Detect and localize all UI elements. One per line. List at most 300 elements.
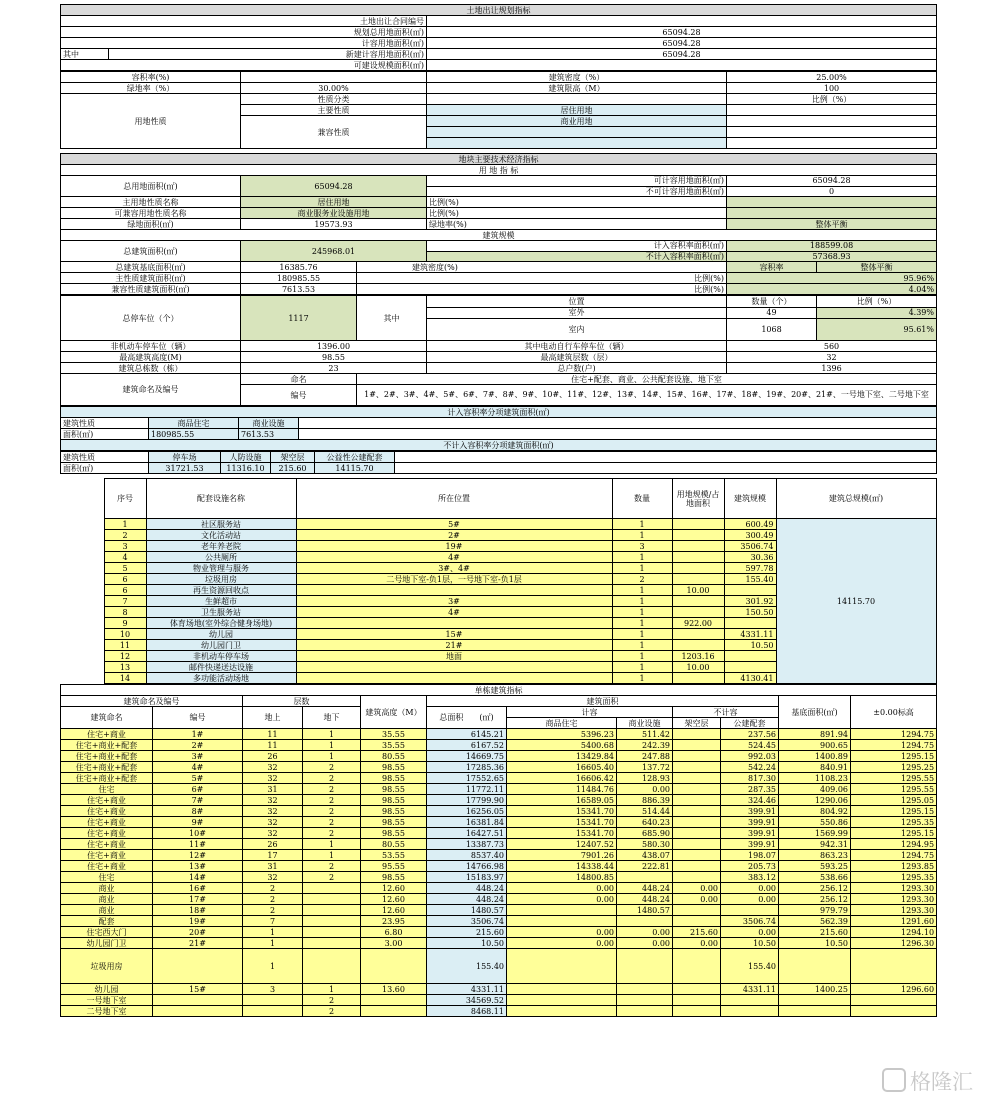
building-cell: 514.44: [617, 806, 673, 817]
facility-no: 5: [104, 563, 146, 574]
building-cell: 16256.05: [427, 806, 507, 817]
building-cell: 12.60: [361, 905, 427, 916]
far-type-label: 建筑性质: [61, 418, 149, 429]
building-cell: 550.86: [779, 817, 851, 828]
building-cell: 137.72: [617, 762, 673, 773]
building-cell: 222.81: [617, 861, 673, 872]
building-row: [61, 740, 937, 751]
facility-scale: [724, 662, 776, 673]
watermark-logo-icon: [882, 1068, 906, 1092]
building-cell: 1294.75: [851, 850, 937, 861]
sub-area-value: 7613.53: [241, 284, 357, 295]
parking-table: [60, 295, 937, 406]
code-label: 编号: [241, 385, 357, 406]
building-cell: 98.55: [361, 828, 427, 839]
building-cell: 438.07: [617, 850, 673, 861]
building-cell: [507, 916, 617, 927]
building-cell: 992.03: [721, 751, 779, 762]
building-row: [61, 1006, 937, 1017]
building-cell: 538.66: [779, 872, 851, 883]
outdoor-count: 49: [727, 307, 817, 319]
building-cell: 448.24: [617, 883, 673, 894]
facility-no: 12: [104, 651, 146, 662]
facility-no: 4: [104, 552, 146, 563]
facility-loc: [296, 618, 612, 629]
building-cell: 16427.51: [427, 828, 507, 839]
facility-qty: 1: [612, 596, 672, 607]
building-cell: 14766.98: [427, 861, 507, 872]
building-cell: 住宅+商业: [61, 861, 153, 872]
h-noncalc: 不计容: [673, 707, 779, 718]
h-height: 建筑高度（M）: [361, 696, 427, 729]
build-subtitle: 建筑规模: [61, 230, 937, 241]
building-cell: 住宅西大门: [61, 927, 153, 938]
nonfar-type-3: 架空层: [271, 452, 315, 463]
facility-name: 卫生服务站: [146, 607, 296, 618]
building-cell: 32: [243, 828, 303, 839]
main-use-ratio: 比例(%): [427, 197, 727, 208]
building-cell: 32: [243, 806, 303, 817]
building-cell: 13387.73: [427, 839, 507, 850]
building-row: [61, 773, 937, 784]
facility-loc: 4#: [296, 552, 612, 563]
code-value: 1#、2#、3#、4#、5#、6#、7#、8#、9#、10#、11#、12#、13#、14#、15#、16#、17#、18#、19#、20#、21#、一号地下室、二号地下室: [357, 385, 937, 406]
building-cell: [361, 995, 427, 1006]
plan-total-label: 规划总用地面积(㎡): [61, 27, 427, 38]
building-cell: 804.92: [779, 806, 851, 817]
building-cell: [673, 729, 721, 740]
facility-qty: 1: [612, 618, 672, 629]
building-cell: 住宅+商业: [61, 850, 153, 861]
building-cell: 8#: [153, 806, 243, 817]
building-cell: 247.88: [617, 751, 673, 762]
building-cell: 511.42: [617, 729, 673, 740]
facility-land: [672, 640, 724, 651]
nonfar-split-table: [60, 451, 937, 474]
nonfar-area-label: 不计入容积率面积(㎡): [427, 252, 726, 261]
building-cell: [673, 905, 721, 916]
building-cell: 8468.11: [427, 1006, 507, 1017]
building-cell: 1569.99: [779, 828, 851, 839]
hh-label: 总户数(户): [427, 363, 727, 374]
sub-use-value: 商业服务业设施用地: [241, 208, 427, 219]
building-cell: 1293.30: [851, 894, 937, 905]
building-cell: 0.00: [507, 938, 617, 949]
h-code: 编号: [153, 707, 243, 729]
building-cell: 1295.35: [851, 872, 937, 883]
facility-loc: 3#: [296, 596, 612, 607]
landuse-label: 用地性质: [61, 94, 241, 149]
calc-value: 65094.28: [427, 38, 937, 49]
building-cell: [673, 817, 721, 828]
facility-row: [60, 519, 936, 530]
building-cell: 1295.05: [851, 795, 937, 806]
facility-qty: 1: [612, 640, 672, 651]
facility-land: 1203.16: [672, 651, 724, 662]
noncalc-land-label: 不可计容用地面积(㎡): [645, 187, 724, 196]
parking-label: 总停车位（个）: [61, 296, 241, 341]
building-cell: 3.00: [361, 938, 427, 949]
building-cell: 10.50: [721, 938, 779, 949]
building-cell: [673, 806, 721, 817]
building-cell: 98.55: [361, 773, 427, 784]
buildable-label: 可建设规模面积(㎡): [61, 60, 427, 71]
green-rate-label: 绿地率(%): [427, 219, 727, 230]
building-cell: 17#: [153, 894, 243, 905]
building-cell: 6#: [153, 784, 243, 795]
building-cell: 2: [303, 995, 361, 1006]
building-cell: 1295.15: [851, 806, 937, 817]
facility-scale: 597.78: [724, 563, 776, 574]
facility-land: 10.00: [672, 585, 724, 596]
building-cell: 2: [303, 872, 361, 883]
building-cell: 886.39: [617, 795, 673, 806]
green-rate-value: 整体平衡: [727, 219, 937, 230]
building-cell: 900.65: [779, 740, 851, 751]
building-cell: 0.00: [721, 894, 779, 905]
fac-h-scale: 建筑规模: [724, 479, 776, 519]
building-cell: 9#: [153, 817, 243, 828]
building-cell: 383.12: [721, 872, 779, 883]
building-row: [61, 984, 937, 995]
maxf-value: 32: [727, 352, 937, 363]
sub-ratio-value: 4.04%: [727, 284, 937, 295]
nonmotor-label: 非机动车停车位（辆）: [61, 341, 241, 352]
nonmotor-value: 1396.00: [241, 341, 427, 352]
facility-no: 8: [104, 607, 146, 618]
building-cell: [673, 872, 721, 883]
facility-land: [672, 530, 724, 541]
contract-label: 土地出让合同编号: [61, 16, 427, 27]
facility-land: [672, 673, 724, 684]
building-cell: 215.60: [779, 927, 851, 938]
building-cell: 1: [303, 984, 361, 995]
name-label: 命名: [241, 374, 357, 385]
building-cell: 商业: [61, 883, 153, 894]
watermark: [882, 1064, 992, 1094]
facility-no: 10: [104, 629, 146, 640]
facility-qty: 1: [612, 673, 672, 684]
facility-loc: [296, 673, 612, 684]
building-cell: 0.00: [617, 927, 673, 938]
building-cell: 17: [243, 850, 303, 861]
building-cell: 1400.25: [779, 984, 851, 995]
nonfar-split-title: 不计入容积率分项建筑面积(㎡): [61, 440, 937, 451]
building-cell: 1290.06: [779, 795, 851, 806]
building-row: [61, 751, 937, 762]
building-cell: 863.23: [779, 850, 851, 861]
building-cell: 13429.84: [507, 751, 617, 762]
facilities-table: [60, 478, 937, 684]
building-cell: 128.93: [617, 773, 673, 784]
building-cell: 2: [243, 905, 303, 916]
land-grant-table-2: [60, 71, 937, 149]
building-cell: 0.00: [721, 927, 779, 938]
building-cell: 住宅+商业+配套: [61, 762, 153, 773]
fac-h-no: 序号: [104, 479, 146, 519]
building-cell: 10.50: [427, 938, 507, 949]
building-cell: 580.30: [617, 839, 673, 850]
building-cell: 1294.75: [851, 729, 937, 740]
facility-scale: 150.50: [724, 607, 776, 618]
building-cell: 2: [303, 817, 361, 828]
building-cell: 3506.74: [721, 916, 779, 927]
nonfar-type-4: 公益性公建配套: [315, 452, 395, 463]
nonfar-area-2: 11316.10: [221, 463, 271, 474]
building-cell: 1: [303, 729, 361, 740]
facility-name: 再生资源回收点: [146, 585, 296, 596]
building-cell: 0.00: [673, 883, 721, 894]
building-cell: 3506.74: [427, 916, 507, 927]
far-value: 整体平衡: [817, 262, 937, 273]
building-cell: 237.56: [721, 729, 779, 740]
building-cell: 26: [243, 839, 303, 850]
facility-qty: 2: [612, 574, 672, 585]
facility-land: [672, 563, 724, 574]
building-cell: [851, 1006, 937, 1017]
building-cell: [721, 905, 779, 916]
building-row: [61, 828, 937, 839]
building-cell: [617, 1006, 673, 1017]
building-cell: 7901.26: [507, 850, 617, 861]
building-row: [61, 839, 937, 850]
building-cell: 942.31: [779, 839, 851, 850]
far-split-table: [60, 406, 937, 451]
green-label: 绿地率（%）: [61, 83, 241, 94]
facility-no: 2: [104, 530, 146, 541]
building-cell: 3: [243, 984, 303, 995]
facility-total: 14115.70: [776, 519, 936, 684]
building-cell: [617, 949, 673, 984]
building-cell: 15341.70: [507, 817, 617, 828]
building-cell: 20#: [153, 927, 243, 938]
pos-label: 位置: [427, 296, 727, 308]
building-cell: 2: [303, 806, 361, 817]
building-cell: [303, 949, 361, 984]
building-cell: 2: [303, 795, 361, 806]
building-cell: 17799.90: [427, 795, 507, 806]
building-cell: 1296.30: [851, 938, 937, 949]
building-cell: 215.60: [427, 927, 507, 938]
facility-scale: 30.36: [724, 552, 776, 563]
building-cell: [361, 1006, 427, 1017]
nonfar-area-value: 57368.93: [812, 252, 851, 261]
building-cell: [673, 861, 721, 872]
building-cell: 98.55: [361, 872, 427, 883]
building-row: [61, 894, 937, 905]
building-cell: 256.12: [779, 894, 851, 905]
building-cell: 15341.70: [507, 806, 617, 817]
building-cell: [673, 773, 721, 784]
h-name: 建筑命名: [61, 707, 153, 729]
building-cell: 12#: [153, 850, 243, 861]
building-cell: 2#: [153, 740, 243, 751]
nonfar-type-label: 建筑性质: [61, 452, 149, 463]
facility-no: 3: [104, 541, 146, 552]
maxh-label: 最高建筑高度(M): [61, 352, 241, 363]
building-cell: 商业: [61, 905, 153, 916]
new-calc-label: 新建计容用地面积(㎡): [109, 49, 427, 60]
far-label: 容积率: [727, 262, 817, 273]
h-res: 商品住宅: [507, 718, 617, 729]
facility-scale: 600.49: [724, 519, 776, 530]
building-cell: 住宅+商业+配套: [61, 740, 153, 751]
building-row: [61, 938, 937, 949]
building-cell: 2: [303, 861, 361, 872]
building-cell: [673, 1006, 721, 1017]
building-cell: 23.95: [361, 916, 427, 927]
building-cell: [673, 795, 721, 806]
building-cell: 2: [243, 894, 303, 905]
building-cell: [507, 905, 617, 916]
building-cell: 98.55: [361, 806, 427, 817]
building-cell: [303, 883, 361, 894]
building-cell: 16606.42: [507, 773, 617, 784]
building-cell: [507, 984, 617, 995]
building-row: [61, 916, 937, 927]
building-cell: [507, 949, 617, 984]
building-cell: [243, 1006, 303, 1017]
ratio2-label: 比例（%）: [817, 296, 937, 308]
building-cell: 399.91: [721, 839, 779, 850]
building-cell: 10#: [153, 828, 243, 839]
main-nature: 主要性质: [241, 105, 427, 116]
sub-ratio-label: 比例(%): [357, 284, 727, 295]
density-value: 25.00%: [727, 72, 937, 83]
fac-h-name: 配套设施名称: [146, 479, 296, 519]
building-cell: [617, 984, 673, 995]
facility-no: 14: [104, 673, 146, 684]
far-split-title: 计入容积率分项建筑面积(㎡): [61, 407, 937, 418]
building-cell: 32: [243, 872, 303, 883]
building-cell: 448.24: [617, 894, 673, 905]
building-cell: 住宅+商业: [61, 828, 153, 839]
h-base: 基底面积(㎡): [779, 696, 851, 729]
building-cell: 10.50: [779, 938, 851, 949]
facility-loc: 21#: [296, 640, 612, 651]
building-cell: 6167.52: [427, 740, 507, 751]
facility-no: 9: [104, 618, 146, 629]
main-ratio-label: 比例(%): [357, 273, 727, 284]
facility-land: [672, 607, 724, 618]
total-land-value: 65094.28: [241, 176, 427, 197]
building-cell: [673, 916, 721, 927]
building-cell: 34569.52: [427, 995, 507, 1006]
sub-area-label: 兼容性质建筑面积(㎡): [61, 284, 241, 295]
calc-land-label: 可计容用地面积(㎡): [427, 176, 726, 187]
nonfar-area-3: 215.60: [271, 463, 315, 474]
building-cell: 1294.95: [851, 839, 937, 850]
building-cell: [303, 938, 361, 949]
maxh-value: 98.55: [241, 352, 427, 363]
building-cell: 53.55: [361, 850, 427, 861]
facility-land: [672, 596, 724, 607]
building-cell: 16589.05: [507, 795, 617, 806]
building-cell: 12.60: [361, 883, 427, 894]
building-cell: 0.00: [673, 894, 721, 905]
facility-qty: 1: [612, 563, 672, 574]
building-cell: 住宅+商业+配套: [61, 751, 153, 762]
facility-loc: 5#: [296, 519, 612, 530]
facility-scale: 4130.41: [724, 673, 776, 684]
facility-scale: 10.50: [724, 640, 776, 651]
building-cell: 817.30: [721, 773, 779, 784]
building-row: [61, 905, 937, 916]
building-cell: 399.91: [721, 817, 779, 828]
building-cell: [507, 995, 617, 1006]
facility-qty: 1: [612, 519, 672, 530]
building-cell: 0.00: [617, 938, 673, 949]
building-cell: 542.24: [721, 762, 779, 773]
building-cell: 685.90: [617, 828, 673, 839]
h-area: 建筑面积: [427, 696, 779, 707]
ratio-label: 比例（%）: [727, 94, 937, 105]
building-cell: [779, 1006, 851, 1017]
building-cell: 32: [243, 795, 303, 806]
building-cell: 448.24: [427, 894, 507, 905]
h-above: 地上: [243, 707, 303, 729]
nature-class: 性质分类: [241, 94, 427, 105]
building-cell: 1293.30: [851, 905, 937, 916]
facility-scale: [724, 585, 776, 596]
building-cell: [673, 740, 721, 751]
building-cell: 32: [243, 773, 303, 784]
facility-loc: 3#、4#: [296, 563, 612, 574]
building-cell: 1295.15: [851, 751, 937, 762]
facility-land: 10.00: [672, 662, 724, 673]
building-cell: [507, 1006, 617, 1017]
land-grant-table: [60, 4, 937, 71]
indoor-count: 1068: [727, 319, 817, 341]
facility-loc: 2#: [296, 530, 612, 541]
far-type-2: 商业设施: [239, 418, 299, 429]
building-cell: 98.55: [361, 784, 427, 795]
nonfar-area-label: 面积(㎡): [61, 463, 149, 474]
count-label: 数量（个）: [727, 296, 817, 308]
building-cell: 1296.60: [851, 984, 937, 995]
building-cell: 住宅+商业: [61, 729, 153, 740]
facility-qty: 1: [612, 662, 672, 673]
building-cell: 840.91: [779, 762, 851, 773]
fac-h-qty: 数量: [612, 479, 672, 519]
facility-qty: 1: [612, 629, 672, 640]
facility-loc: [296, 662, 612, 673]
building-cell: [303, 916, 361, 927]
building-cell: 205.73: [721, 861, 779, 872]
height-value: 100: [727, 83, 937, 94]
building-cell: 1295.15: [851, 828, 937, 839]
building-cell: 0.00: [673, 938, 721, 949]
building-cell: 4331.11: [427, 984, 507, 995]
building-cell: 1: [303, 850, 361, 861]
facility-scale: 300.49: [724, 530, 776, 541]
facility-qty: 1: [612, 607, 672, 618]
building-cell: 5396.23: [507, 729, 617, 740]
land-subtitle: 用 地 指 标: [61, 165, 937, 176]
building-cell: [303, 894, 361, 905]
building-cell: 12407.52: [507, 839, 617, 850]
building-cell: 配套: [61, 916, 153, 927]
building-cell: 0.00: [507, 894, 617, 905]
main-area-label: 主性质建筑面积(㎡): [61, 273, 241, 284]
far-area-2: 7613.53: [239, 429, 299, 440]
building-cell: 524.45: [721, 740, 779, 751]
base-label: 总建筑基底面积(㎡): [61, 262, 241, 273]
h-pub: 公建配套: [721, 718, 779, 729]
building-cell: 287.35: [721, 784, 779, 795]
facility-no: 11: [104, 640, 146, 651]
building-cell: 5400.68: [507, 740, 617, 751]
